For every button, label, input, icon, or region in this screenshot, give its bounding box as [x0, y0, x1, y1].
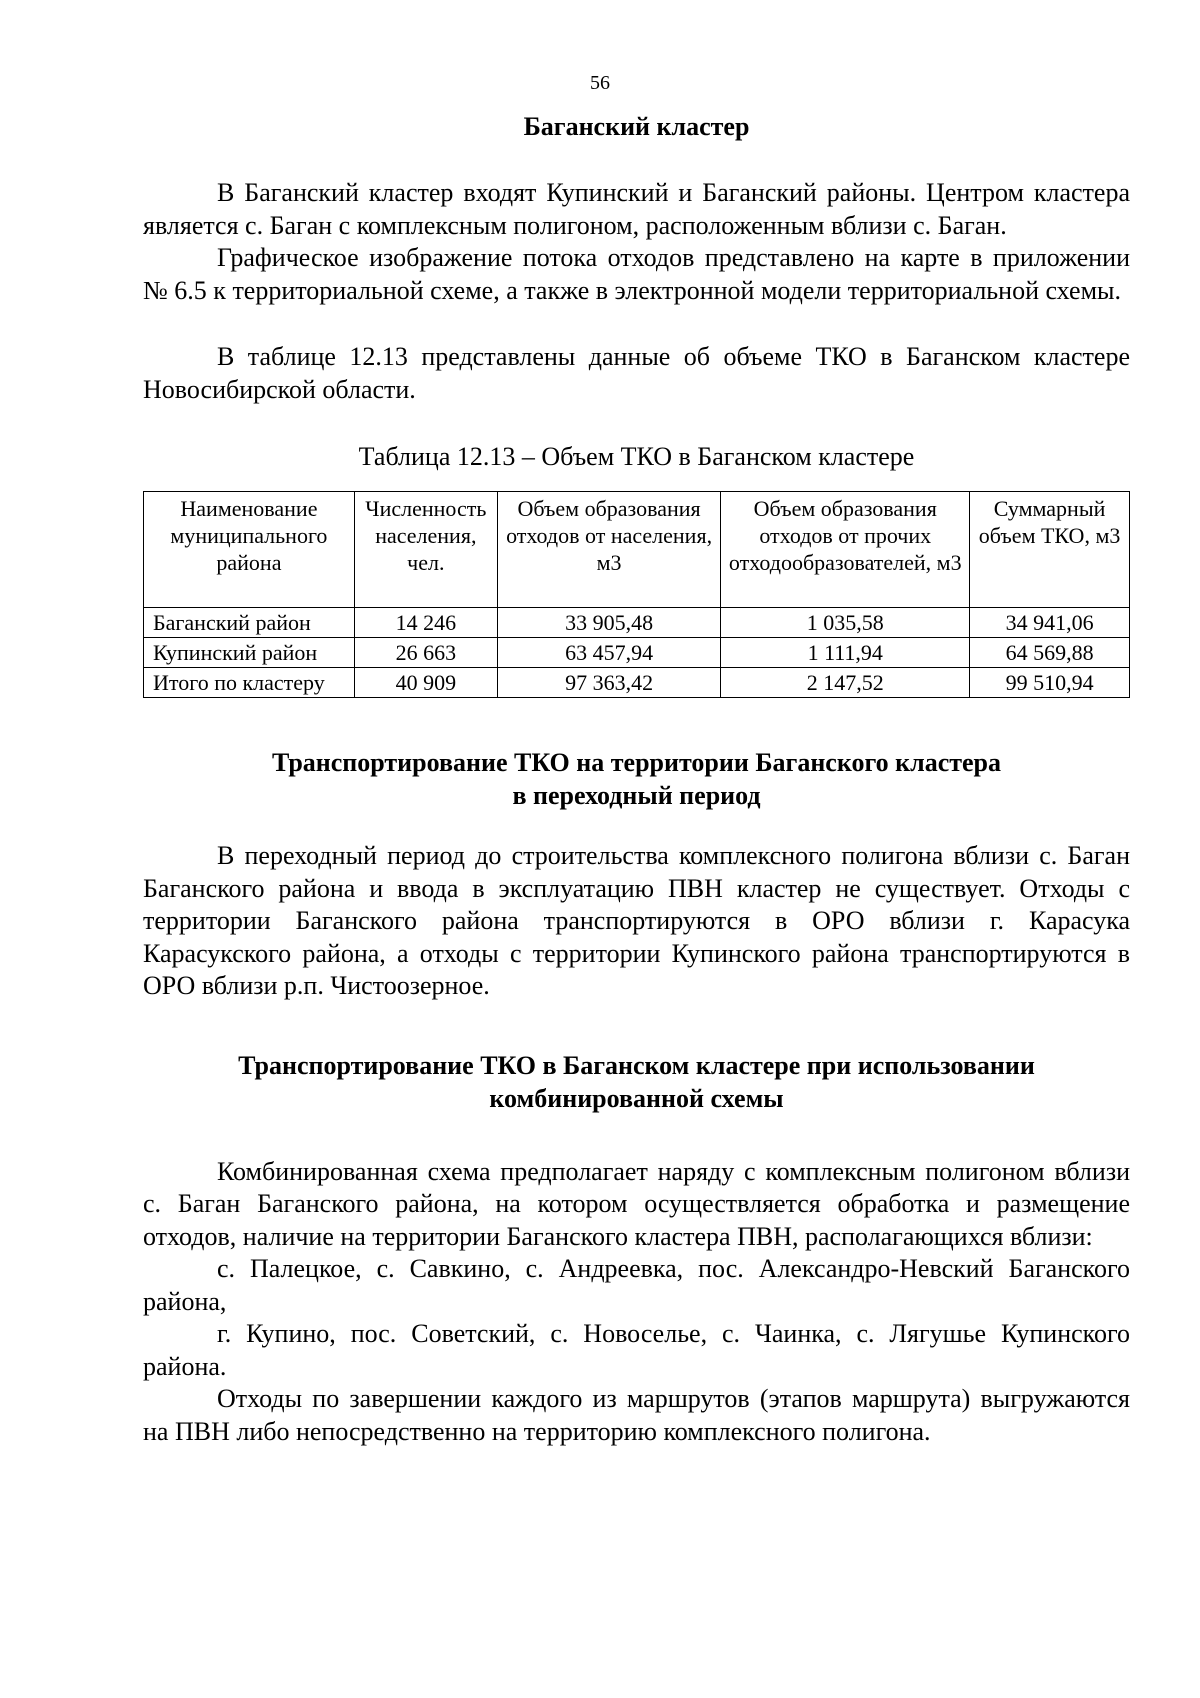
- paragraph-combined-scheme: Комбинированная схема предполагает наряду с комплексным полигоном вблизи с. Баган Баганского района, на котором осуществляется обработка и размещение отходов, наличие на территории Баганского кластера ПВН, располагающихся вблизи:: [143, 1156, 1130, 1251]
- cell-total-volume: 34 941,06: [970, 608, 1130, 638]
- cell-total-volume: 64 569,88: [970, 638, 1130, 668]
- paragraph-graphic-representation: Графическое изображение потока отходов представлено на карте в приложении № 6.5 к территориальной схеме, а также в электронной модели территориальной схемы.: [143, 243, 1130, 305]
- cell-population: 14 246: [354, 608, 497, 638]
- paragraph-kupinsky-locations: г. Купино, пос. Советский, с. Новоселье, с. Чаинка, с. Лягушье Купинского района.: [143, 1319, 1130, 1381]
- cell-volume-other: 2 147,52: [721, 668, 970, 698]
- table-row: [144, 638, 1130, 668]
- cell-district-name: Баганский район: [144, 608, 355, 638]
- cell-volume-other: 1 111,94: [721, 638, 970, 668]
- table-row-total: [144, 668, 1130, 698]
- table-header-row: [144, 492, 1130, 608]
- cell-volume-population: 97 363,42: [497, 668, 721, 698]
- paragraph-bagansky-locations: с. Палецкое, с. Савкино, с. Андреевка, пос. Александро-Невский Баганского района,: [143, 1254, 1130, 1316]
- table-caption: Таблица 12.13 – Объем ТКО в Баганском кластере: [358, 442, 915, 471]
- paragraph-table-intro: В таблице 12.13 представлены данные об объеме ТКО в Баганском кластере Новосибирской области.: [143, 342, 1130, 404]
- paragraph-transition-period: В переходный период до строительства комплексного полигона вблизи с. Баган Баганского района и ввода в эксплуатацию ПВН кластер не существует. Отходы с территории Баганского района транспортируются в ОРО вблизи г. Карасука Карасукского района, а отходы с территории Купинского района транспортируются в ОРО вблизи р.п. Чистоозерное.: [143, 841, 1130, 1000]
- section-title-combined-line2: комбинированной схемы: [489, 1083, 784, 1113]
- cell-volume-population: 63 457,94: [497, 638, 721, 668]
- cell-volume-other: 1 035,58: [721, 608, 970, 638]
- header-volume-other: Объем образования отходов от прочих отходообразователей, м3: [721, 492, 970, 608]
- page-number: 56: [590, 72, 610, 94]
- document-body: [143, 110, 1130, 1448]
- cell-volume-population: 33 905,48: [497, 608, 721, 638]
- section-title-transition-line1: Транспортирование ТКО на территории Баганского кластера: [271, 748, 1002, 777]
- header-total-volume: Суммарный объем ТКО, м3: [970, 492, 1130, 608]
- cell-district-name: Итого по кластеру: [144, 668, 355, 698]
- paragraph-unloading: Отходы по завершении каждого из маршрутов (этапов маршрута) выгружаются на ПВН либо непосредственно на территорию комплексного полигона.: [143, 1384, 1130, 1446]
- tko-volume-table: [143, 491, 1130, 698]
- section-title-bagansky-cluster: Баганский кластер: [523, 112, 750, 141]
- section-title-transition-line2: в переходный период: [512, 781, 761, 810]
- cell-total-volume: 99 510,94: [970, 668, 1130, 698]
- header-population: Численность населения, чел.: [354, 492, 497, 608]
- cell-population: 40 909: [354, 668, 497, 698]
- section-title-combined-line1: Транспортирование ТКО в Баганском кластере при использовании: [238, 1050, 1035, 1080]
- header-volume-population: Объем образования отходов от населения, м3: [497, 492, 721, 608]
- cell-district-name: Купинский район: [144, 638, 355, 668]
- cell-population: 26 663: [354, 638, 497, 668]
- paragraph-cluster-composition: В Баганский кластер входят Купинский и Баганский районы. Центром кластера является с. Баган с комплексным полигоном, расположенным вблизи с. Баган.: [143, 178, 1130, 240]
- table-row: [144, 608, 1130, 638]
- header-district-name: Наименование муниципального района: [144, 492, 355, 608]
